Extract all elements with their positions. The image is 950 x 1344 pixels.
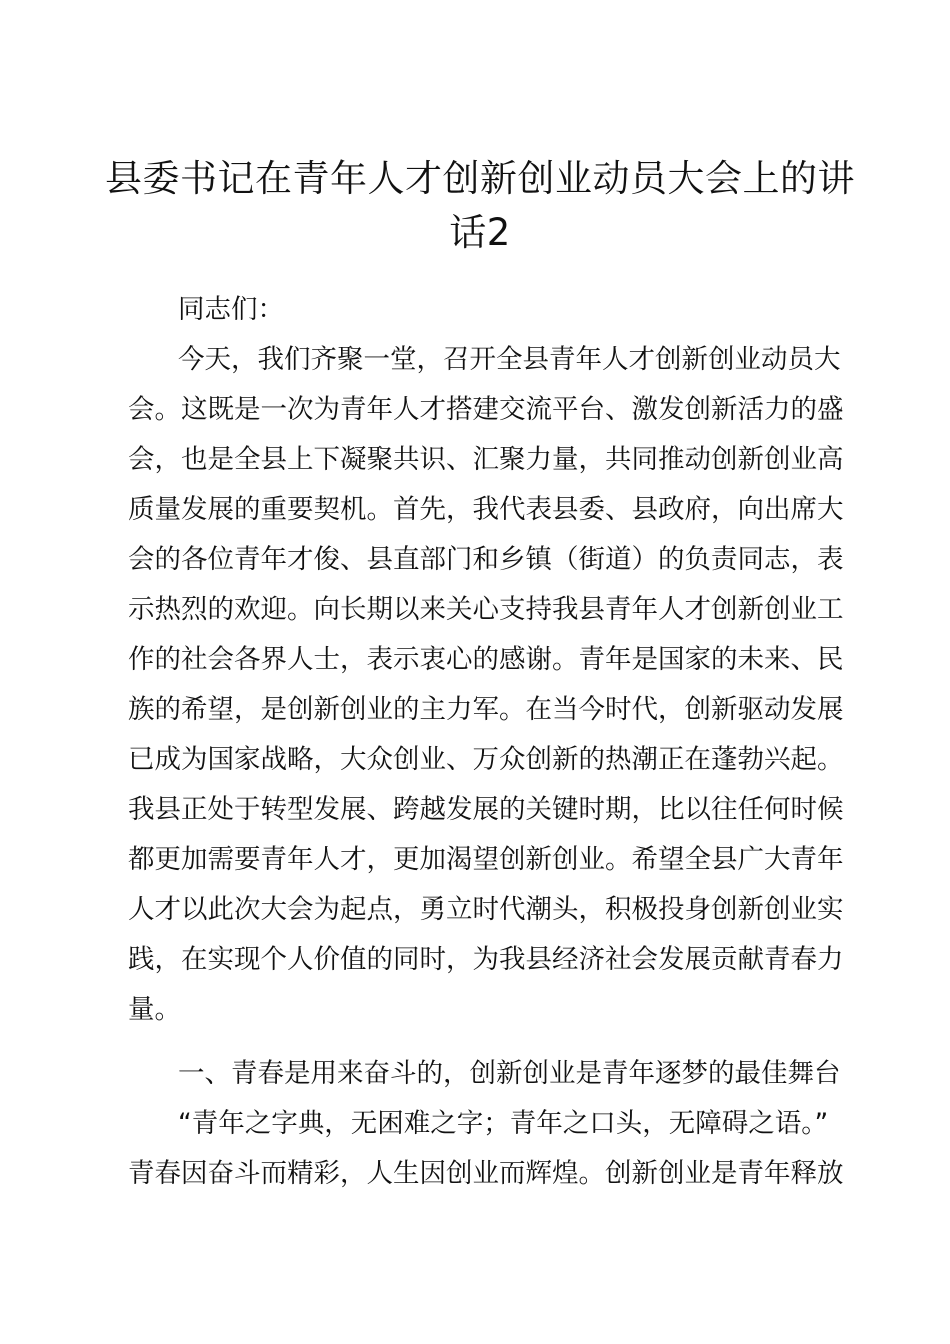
paragraph-line: 已成为国家战略，大众创业、万众创新的热潮正在蓬勃兴起。 [128,744,844,775]
title-line: 话2 [449,211,511,254]
paragraph-line: 质量发展的重要契机。首先，我代表县委、县政府，向出席大 [128,494,844,525]
paragraph-line: 今天，我们齐聚一堂，召开全县青年人才创新创业动员大 [178,344,841,375]
document-body [128,285,844,1199]
paragraph-section-one [128,1099,844,1199]
paragraph-line: 作的社会各界人士，表示衷心的感谢。青年是国家的未来、民 [128,644,844,675]
salutation: 同志们： [178,294,284,325]
paragraph-line: 人才以此次大会为起点，勇立时代潮头，积极投身创新创业实 [128,894,844,925]
paragraph-line: 会。这既是一次为青年人才搭建交流平台、激发创新活力的盛 [128,394,844,425]
paragraph-line: 量。 [128,994,181,1025]
paragraph-line: 示热烈的欢迎。向长期以来关心支持我县青年人才创新创业工 [128,594,844,625]
paragraph-line: 会，也是全县上下凝聚共识、汇聚力量，共同推动创新创业高 [128,444,844,475]
paragraph-line: 践，在实现个人价值的同时，为我县经济社会发展贡献青春力 [128,944,844,975]
document-title [100,152,860,260]
paragraph-line: 族的希望，是创新创业的主力军。在当今时代，创新驱动发展 [128,694,844,725]
paragraph-line: 都更加需要青年人才，更加渴望创新创业。希望全县广大青年 [128,844,844,875]
paragraph-opening [128,335,844,1035]
paragraph-line: 我县正处于转型发展、跨越发展的关键时期，比以往任何时候 [128,794,844,825]
paragraph-line: 会的各位青年才俊、县直部门和乡镇（街道）的负责同志，表 [128,544,844,575]
paragraph-line: 青春因奋斗而精彩，人生因创业而辉煌。创新创业是青年释放 [128,1158,844,1189]
section-heading: 一、青春是用来奋斗的，创新创业是青年逐梦的最佳舞台 [178,1058,841,1089]
paragraph-spacer [128,1035,838,1049]
paragraph-line: “青年之字典，无困难之字；青年之口头，无障碍之语。” [178,1108,829,1139]
title-line: 县委书记在青年人才创新创业动员大会上的讲 [105,157,855,200]
